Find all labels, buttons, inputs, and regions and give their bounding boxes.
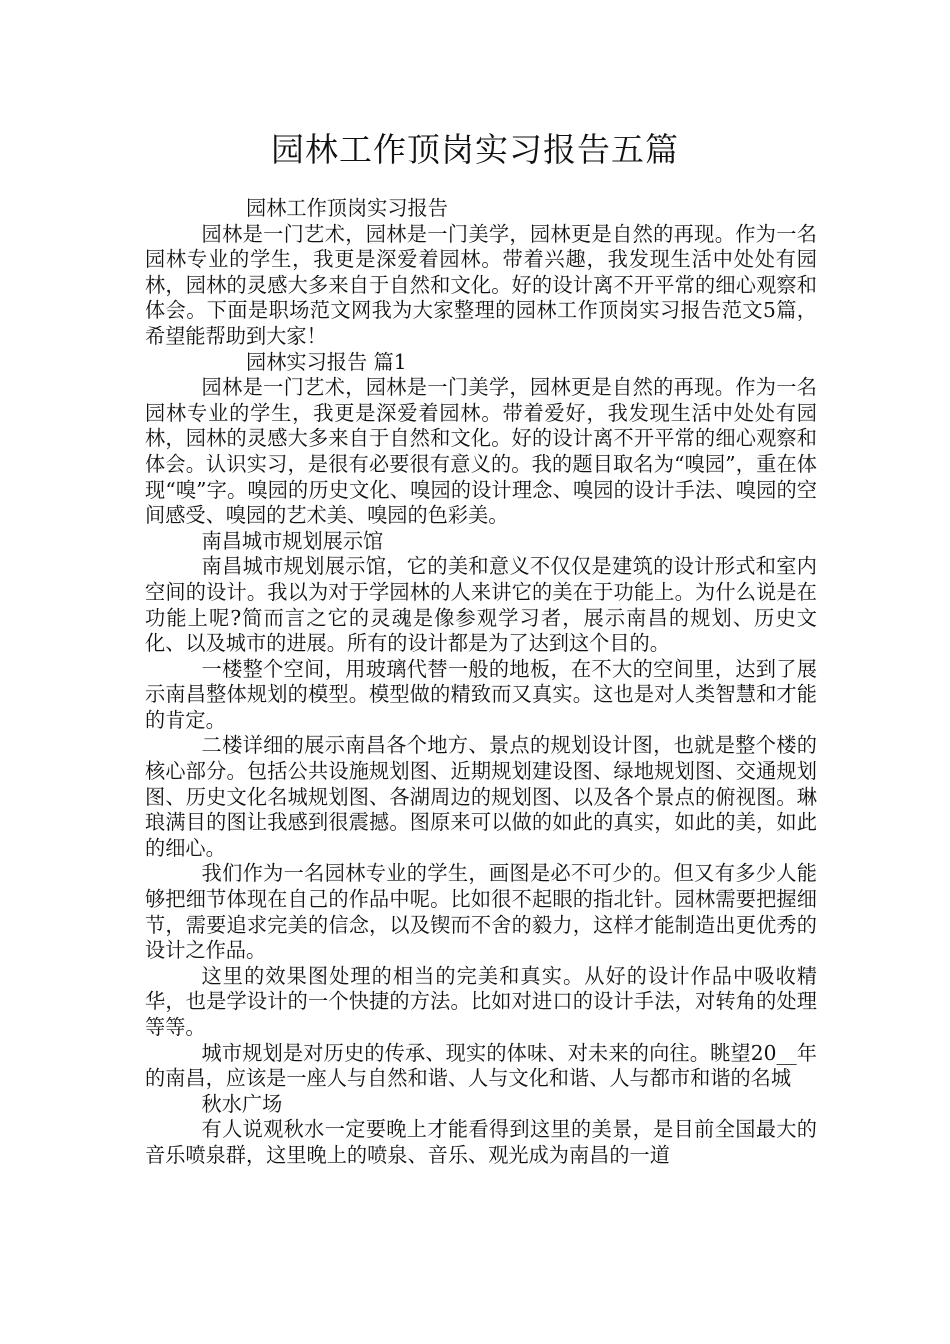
body-paragraph: 我们作为一名园林专业的学生，画图是必不可少的。但又有多少人能够把细节体现在自己的作品中呢。比如很不起眼的指北针。园林需要把握细节，需要追求完美的信念，以及锲而不舍的毅力，这样才能制造出更优秀的设计之作品。: [145, 861, 817, 963]
section-subtitle: 园林工作顶岗实习报告: [246, 196, 448, 220]
document-body: [145, 196, 817, 1169]
body-paragraph: 园林是一门艺术，园林是一门美学，园林更是自然的再现。作为一名园林专业的学生，我更是深爱着园林。带着兴趣，我发现生活中处处有园林，园林的灵感大多来自于自然和文化。好的设计离不开平常的细心观察和体会。下面是职场范文网我为大家整理的园林工作顶岗实习报告范文5篇，希望能帮助到大家！: [145, 221, 817, 348]
section-heading: 南昌城市规划展示馆: [201, 528, 384, 553]
section-subtitle: 园林实习报告 篇1: [246, 349, 407, 374]
body-paragraph: 有人说观秋水一定要晚上才能看得到这里的美景，是目前全国最大的音乐喷泉群，这里晚上的喷泉、音乐、观光成为南昌的一道: [145, 1117, 817, 1167]
section-heading: 秋水广场: [201, 1091, 283, 1116]
body-paragraph: 二楼详细的展示南昌各个地方、景点的规划设计图，也就是整个楼的核心部分。包括公共设施规划图、近期规划建设图、绿地规划图、交通规划图、历史文化名城规划图、各湖周边的规划图、以及各个景点的俯视图。琳琅满目的图让我感到很震撼。图原来可以做的如此的真实，如此的美，如此的细心。: [145, 733, 817, 860]
body-paragraph: 南昌城市规划展示馆，它的美和意义不仅仅是建筑的设计形式和室内空间的设计。我以为对于学园林的人来讲它的美在于功能上。为什么说是在功能上呢?简而言之它的灵魂是像参观学习者，展示南昌的规划、历史文化、以及城市的进展。所有的设计都是为了达到这个目的。: [145, 554, 817, 656]
body-paragraph: 园林是一门艺术，园林是一门美学，园林更是自然的再现。作为一名园林专业的学生，我更是深爱着园林。带着爱好，我发现生活中处处有园林，园林的灵感大多来自于自然和文化。好的设计离不开平常的细心观察和体会。认识实习，是很有必要很有意义的。我的题目取名为“嗅园”，重在体现“嗅”字。嗅园的历史文化、嗅园的设计理念、嗅园的设计手法、嗅园的空间感受、嗅园的艺术美、嗅园的色彩美。: [145, 375, 817, 528]
document-title: 园林工作顶岗实习报告五篇: [271, 130, 679, 169]
body-paragraph: 这里的效果图处理的相当的完美和真实。从好的设计作品中吸收精华，也是学设计的一个快捷的方法。比如对进口的设计手法，对转角的处理等等。: [145, 963, 817, 1039]
body-paragraph: 城市规划是对历史的传承、现实的体味、对未来的向往。眺望20__年的南昌，应该是一座人与自然和谐、人与文化和谐、人与都市和谐的名城: [145, 1040, 817, 1091]
body-paragraph: 一楼整个空间，用玻璃代替一般的地板，在不大的空间里，达到了展示南昌整体规划的模型。模型做的精致而又真实。这也是对人类智慧和才能的肯定。: [145, 656, 817, 732]
